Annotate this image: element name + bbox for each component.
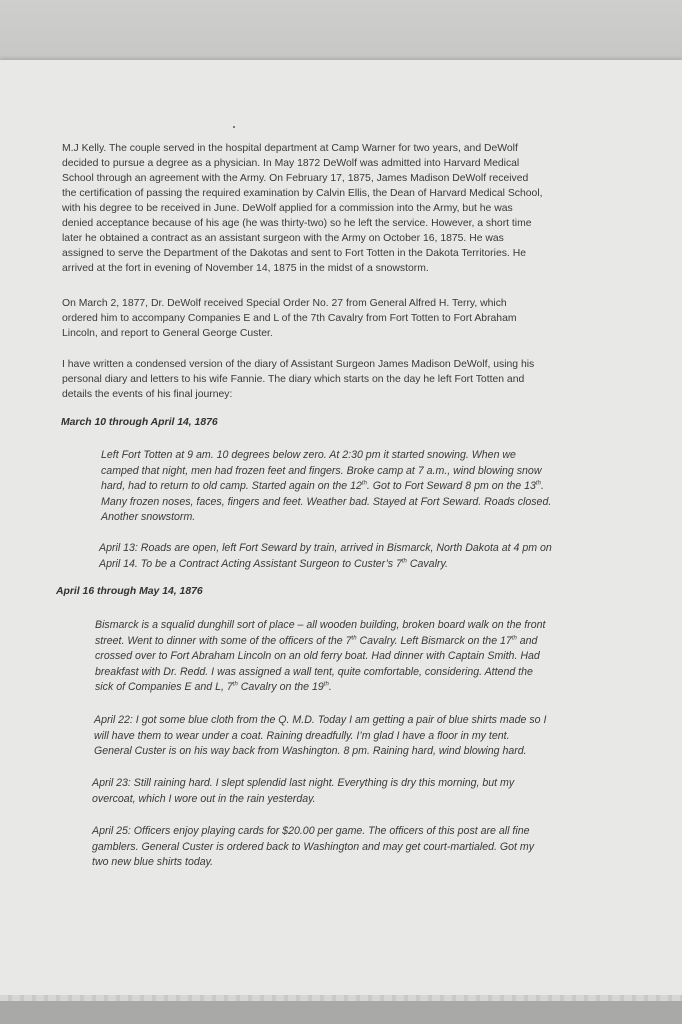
text-line: April 25: Officers enjoy playing cards for $20.00 per game. The officers of this post are all fine <box>92 825 530 837</box>
text-line: gamblers. General Custer is ordered back to Washington and may get court-martialed. Got my <box>92 840 534 853</box>
background-top <box>0 0 682 62</box>
text-line: later he obtained a contract as an assistant surgeon with the Army on October 16, 1875. He was <box>62 233 504 244</box>
text-line: assigned to serve the Department of the Dakotas and sent to Fort Totten in the Dakota Territories. He <box>62 248 526 259</box>
text-line: with his degree to be received in June. DeWolf applied for a commission into the Army, but he was <box>62 203 513 214</box>
diary-entry-5 <box>92 776 602 807</box>
text-line: sick of Companies E and L, 7th Cavalry on the 19th. <box>95 681 332 693</box>
text-line: two new blue shirts today. <box>92 856 214 868</box>
text-line: denied acceptance because of his age (he was thirty-two) so he left the service. However, a short time <box>62 218 532 229</box>
text-line: April 14. To be a Contract Acting Assistant Surgeon to Custer’s 7th Cavalry. <box>99 557 448 570</box>
text-line: Many frozen noses, faces, fingers and feet. Weather bad. Stayed at Fort Seward. Roads closed. <box>101 495 552 508</box>
text-line: will have them to wear under a coat. Raining dreadfully. I’m glad I have a floor in my tent. <box>94 729 510 742</box>
text-line: April 23: Still raining hard. I slept splendid last night. Everything is dry this morning, but my <box>92 777 515 789</box>
text-line: details the events of his final journey: <box>62 389 233 400</box>
text-line: ordered him to accompany Companies E and L of the 7th Cavalry from Fort Totten to Fort Abraham <box>62 313 517 324</box>
text-line: April 22: I got some blue cloth from the Q. M.D. Today I am getting a pair of blue shirts made so I <box>94 714 547 726</box>
paragraph-1 <box>62 141 622 276</box>
diary-entry-2 <box>99 541 609 572</box>
text-line: Left Fort Totten at 9 am. 10 degrees below zero. At 2:30 pm it started snowing. When we <box>101 449 516 461</box>
section-heading-1: March 10 through April 14, 1876 <box>61 417 218 428</box>
section-heading-2: April 16 through May 14, 1876 <box>56 586 203 597</box>
text-line: Another snowstorm. <box>101 511 196 523</box>
paragraph-2 <box>62 296 622 341</box>
text-line: M.J Kelly. The couple served in the hospital department at Camp Warner for two years, and DeWolf <box>62 143 518 154</box>
diary-entry-6 <box>92 824 602 871</box>
diary-entry-3 <box>95 618 605 696</box>
text-line: hard, had to return to old camp. Started again on the 12th. Got to Fort Seward 8 pm on the 13th. <box>101 480 544 492</box>
text-line: breakfast with Dr. Redd. I was assigned a wall tent, quite comfortable, considering. Attend the <box>95 665 533 678</box>
text-line: Bismarck is a squalid dunghill sort of place – all wooden building, broken board walk on the front <box>95 619 546 631</box>
paragraph-3 <box>62 357 622 402</box>
text-line: Lincoln, and report to General George Custer. <box>62 328 273 339</box>
text-line: decided to pursue a degree as a physician. In May 1872 DeWolf was admitted into Harvard Medical <box>62 158 520 169</box>
text-line: On March 2, 1877, Dr. DeWolf received Special Order No. 27 from General Alfred H. Terry, which <box>62 298 507 309</box>
diary-entry-1 <box>101 448 611 526</box>
text-line: street. Went to dinner with some of the officers of the 7th Cavalry. Left Bismarck on the 17th and <box>95 634 538 647</box>
text-line: personal diary and letters to his wife Fannie. The diary which starts on the day he left Fort Totten and <box>62 374 525 385</box>
text-line: overcoat, which I wore out in the rain yesterday. <box>92 792 316 805</box>
text-line: arrived at the fort in evening of November 14, 1875 in the midst of a snowstorm. <box>62 263 429 274</box>
text-line: camped that night, men had frozen feet and fingers. Broke camp at 7 a.m., wind blowing snow <box>101 464 542 477</box>
text-line: the certification of passing the required examination by Calvin Ellis, the Dean of Harvard Medical School, <box>62 188 543 199</box>
text-line: School through an agreement with the Army. On February 17, 1875, James Madison DeWolf received <box>62 173 529 184</box>
diary-entry-4 <box>94 713 604 760</box>
speck <box>233 126 235 128</box>
text-line: April 13: Roads are open, left Fort Seward by train, arrived in Bismarck, North Dakota at 4 pm on <box>99 542 552 554</box>
text-line: General Custer is on his way back from Washington. 8 pm. Raining hard, wind blowing hard. <box>94 745 527 757</box>
text-line: crossed over to Fort Abraham Lincoln on an old ferry boat. Had dinner with Captain Smith. Had <box>95 650 540 662</box>
background-bottom <box>0 1001 682 1024</box>
text-line: I have written a condensed version of the diary of Assistant Surgeon James Madison DeWolf, using his <box>62 359 535 370</box>
